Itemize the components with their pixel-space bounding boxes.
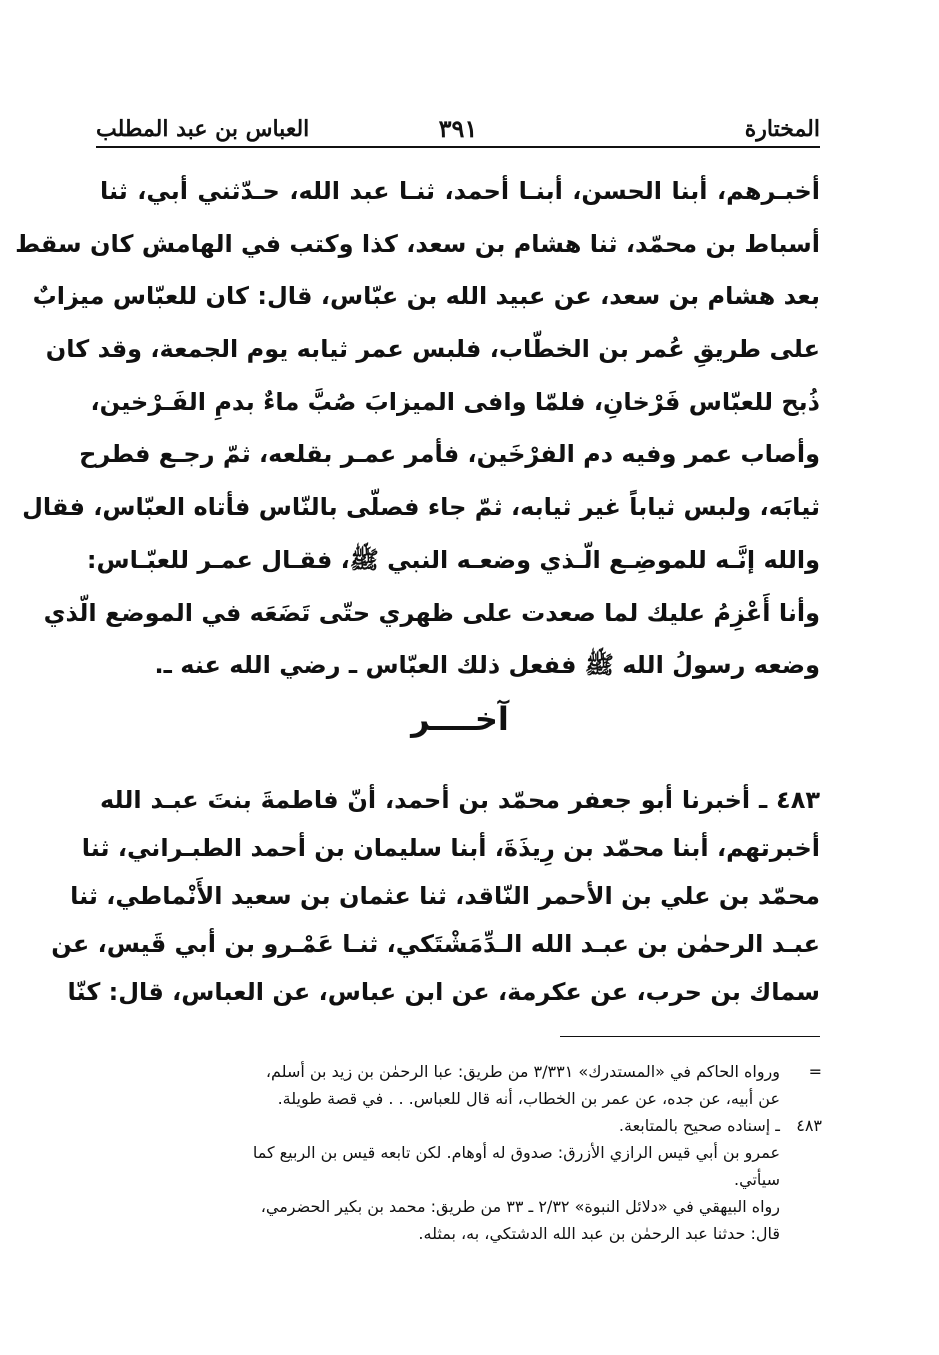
footnote-line: عن أبيه، عن جده، عن عمر بن الخطاب، أنه قال للعباس. . . في قصة طويلة.	[277, 1089, 780, 1108]
text-line: أسباط بن محمّد، ثنا هشام بن سعد، كذا وكتب في الهامش كان سقط	[15, 229, 820, 258]
header-book-title: المختارة	[744, 116, 820, 142]
text-line: بعد هشام بن سعد، عن عبيد الله بن عبّاس، قال: كان للعبّاس ميزابٌ	[32, 282, 820, 311]
header-chapter-title: العباس بن عبد المطلب	[96, 116, 310, 142]
header-divider	[96, 146, 820, 148]
footnotes	[110, 1058, 822, 1247]
text-line: أخبـرهم، أبنا الحسن، أبنـا أحمد، ثنـا عبد الله، حـدّثني أبي، ثنا	[100, 177, 820, 205]
footnote	[110, 1058, 822, 1112]
text-line: وأنا أَعْزِمُ عليك لما صعدت على ظهري حتّى تَضَعَه في الموضع الّذي	[43, 598, 820, 627]
main-text-block	[15, 165, 820, 692]
footnote-line: ـ إسناده صحيح بالمتابعة.	[618, 1116, 780, 1135]
page-number: ٣٩١	[438, 114, 478, 143]
text-line: ٤٨٣ ـ أخبرنا أبو جعفر محمّد بن أحمد، أنّ فاطمةَ بنتَ عبـد الله	[100, 786, 820, 814]
section-heading: آخــــر	[411, 700, 509, 738]
text-line: وضعه رسولُ الله ﷺ ففعل ذلك العبّاس ـ رضي الله عنه ـ.	[154, 651, 820, 680]
text-line: وأصاب عمر وفيه دم الفرْخَين، فأمر عمـر بقلعه، ثمّ رجـع فطرح	[79, 440, 820, 469]
footnote-line: عمرو بن أبي قيس الرازي الأزرق: صدوق له أوهام. لكن تابعه قيس بن الربيع كما	[252, 1143, 780, 1162]
text-line: ذُبح للعبّاس فَرْخانِ، فلمّا وافى الميزابَ صُبَّ ماءٌ بدمِ الفَـرْخين،	[90, 387, 820, 416]
text-line: والله إنَّـه للموضِـع الّـذي وضعـه النبي ﷺ، فقـال عمـر للعبّـاس:	[86, 545, 820, 574]
text-line: على طريقِ عُمر بن الخطّاب، فلبس عمر ثيابه يوم الجمعة، وقد كان	[45, 335, 820, 364]
footnote-line: ورواه الحاكم في «المستدرك» ٣/٣٣١ من طريق: عبا الرحمٰن بن زيد بن أسلم،	[265, 1062, 780, 1081]
footnote-line: سيأتي.	[734, 1170, 780, 1189]
footnote-divider	[560, 1036, 820, 1037]
text-line: عبـد الرحمٰن بن عبـد الله الـدِّمَشْتَكي، ثنـا عَمْـرو بن أبي قَيس، عن	[51, 930, 820, 958]
footnote-mark: =	[808, 1062, 822, 1081]
footnote-line: رواه البيهقي في «دلائل النبوة» ٢/٣٢ ـ ٣٣ من طريق: محمد بن بكير الحضرمي،	[260, 1197, 780, 1216]
footnote	[110, 1139, 822, 1193]
text-line: سماك بن حرب، عن عكرمة، عن ابن عباس، عن العباس، قال: كنّا	[67, 978, 820, 1006]
footnote-mark: ٤٨٣	[796, 1116, 822, 1135]
footnote	[110, 1112, 822, 1139]
text-line: أخبرتهم، أبنا محمّد بن رِيذَةَ، أبنا سليمان بن أحمد الطبـراني، ثنا	[81, 834, 820, 862]
text-line: ثيابَه، ولبس ثياباً غير ثيابه، ثمّ جاء فصلّى بالنّاس فأتاه العبّاس، فقال	[22, 493, 820, 522]
footnote	[110, 1193, 822, 1247]
running-header	[96, 110, 820, 146]
text-line: محمّد بن علي بن الأحمر النّاقد، ثنا عثمان بن سعيد الأَنْماطي، ثنا	[70, 882, 820, 910]
hadith-text-block	[51, 776, 820, 1016]
footnote-line: قال: حدثنا عبد الرحمٰن بن عبد الله الدشتكي، به، بمثله.	[418, 1224, 780, 1243]
